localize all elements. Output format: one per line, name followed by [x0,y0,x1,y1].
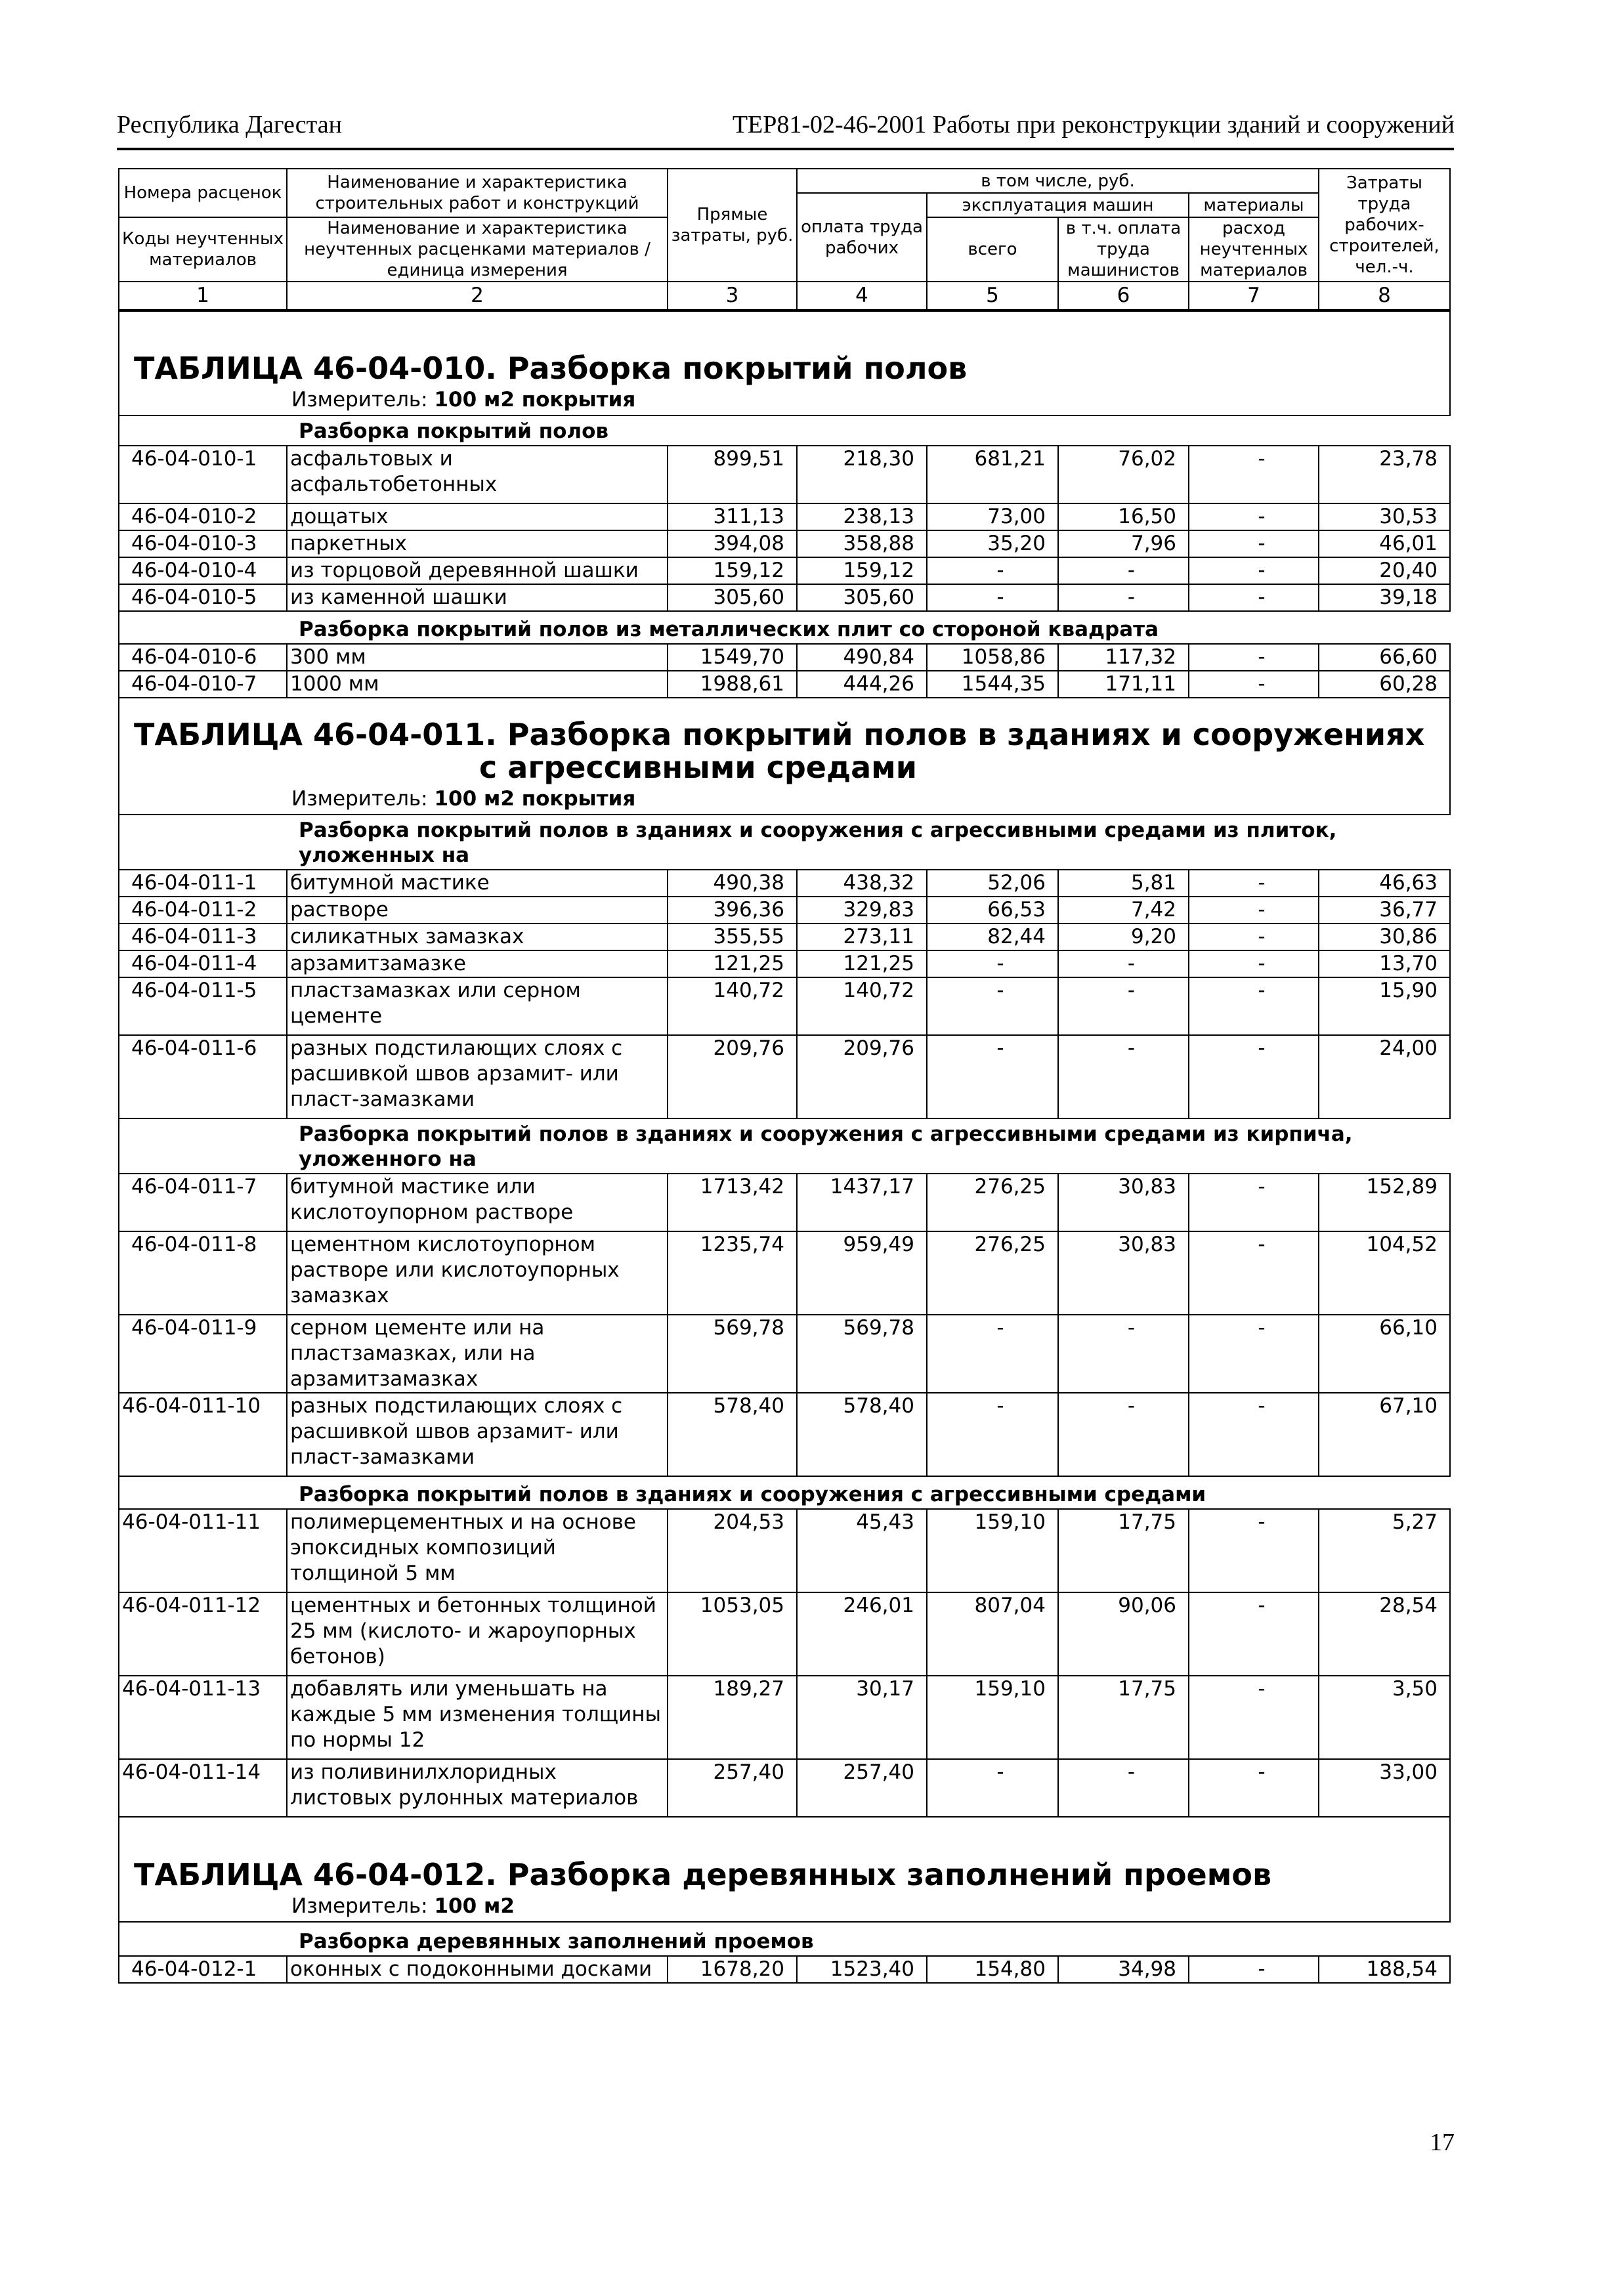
direct-costs: 1713,42 [668,1174,797,1231]
work-name: арзамитзамазке [287,950,668,977]
section-spacer [119,1476,287,1509]
machine-total: - [927,557,1058,584]
measure-value: 100 м2 покрытия [434,787,636,811]
work-name: разных подстилающих слоях с расшивкой швов арзамит- или пласт-замазками [287,1393,668,1476]
direct-costs: 578,40 [668,1393,797,1476]
material-usage: - [1189,644,1319,671]
operator-pay: 7,96 [1058,530,1189,557]
material-usage: - [1189,446,1319,503]
section-row [119,611,1450,644]
section-row [119,1476,1450,1509]
table-code: 46-04-011. [313,717,497,752]
rate-code: 46-04-011-1 [119,870,287,897]
worker-pay: 159,12 [797,557,927,584]
machine-total: 154,80 [927,1956,1058,1983]
direct-costs: 257,40 [668,1759,797,1817]
col-number: 6 [1058,282,1189,310]
work-name: оконных с подоконными досками [287,1956,668,1983]
machine-total: 681,21 [927,446,1058,503]
machine-total: - [927,950,1058,977]
operator-pay: - [1058,1315,1189,1393]
machine-total: - [927,1035,1058,1118]
col-header-operator-pay: в т.ч. оплата труда машинистов [1058,217,1189,282]
col-header-labor-hours: Затраты труда рабочих-строителей, чел.-ч. [1319,169,1450,282]
worker-pay: 209,76 [797,1035,927,1118]
table-row [119,1174,1450,1231]
material-usage: - [1189,897,1319,924]
table-row [119,1956,1450,1983]
worker-pay: 329,83 [797,897,927,924]
rate-code: 46-04-011-14 [119,1759,287,1817]
machine-total: - [927,977,1058,1035]
machine-total: - [927,584,1058,611]
measure-label: Измеритель: [291,787,428,811]
section-row [119,1922,1450,1956]
operator-pay: - [1058,584,1189,611]
direct-costs: 140,72 [668,977,797,1035]
rate-code: 46-04-010-1 [119,446,287,503]
worker-pay: 238,13 [797,503,927,530]
direct-costs: 569,78 [668,1315,797,1393]
material-usage: - [1189,1956,1319,1983]
worker-pay: 1523,40 [797,1956,927,1983]
table-row [119,1393,1450,1476]
work-name: добавлять или уменьшать на каждые 5 мм изменения толщины по нормы 12 [287,1676,668,1759]
col-header-work-name: Наименование и характеристика строительных работ и конструкций [287,169,668,217]
material-usage: - [1189,1315,1319,1393]
operator-pay: 90,06 [1058,1592,1189,1676]
operator-pay: - [1058,950,1189,977]
operator-pay: 17,75 [1058,1676,1189,1759]
labor-hours: 5,27 [1319,1509,1450,1592]
rate-code: 46-04-011-7 [119,1174,287,1231]
table-row [119,1035,1450,1118]
table-title-row [119,698,1450,815]
direct-costs: 311,13 [668,503,797,530]
col-header-material-usage: расход неучтенных материалов [1189,217,1319,282]
material-usage: - [1189,950,1319,977]
col-number: 5 [927,282,1058,310]
operator-pay: 7,42 [1058,897,1189,924]
table-row [119,644,1450,671]
section-spacer [119,415,287,446]
rate-code: 46-04-011-3 [119,924,287,950]
material-usage: - [1189,977,1319,1035]
operator-pay: - [1058,1035,1189,1118]
operator-pay: 34,98 [1058,1956,1189,1983]
table-row [119,950,1450,977]
work-name: пластзамазках или серном цементе [287,977,668,1035]
rate-code: 46-04-011-6 [119,1035,287,1118]
work-name: из торцовой деревянной шашки [287,557,668,584]
table-title-cell [119,698,1450,815]
worker-pay: 959,49 [797,1231,927,1315]
labor-hours: 46,63 [1319,870,1450,897]
material-usage: - [1189,1035,1319,1118]
col-number: 2 [287,282,668,310]
rate-code: 46-04-010-6 [119,644,287,671]
section-title: Разборка деревянных заполнений проемов [287,1922,1450,1956]
worker-pay: 246,01 [797,1592,927,1676]
direct-costs: 121,25 [668,950,797,977]
worker-pay: 1437,17 [797,1174,927,1231]
section-title: Разборка покрытий полов в зданиях и сооружения с агрессивными средами [287,1476,1450,1509]
work-name: дощатых [287,503,668,530]
rate-code: 46-04-010-5 [119,584,287,611]
worker-pay: 578,40 [797,1393,927,1476]
table-name: Разборка покрытий полов [507,351,968,386]
col-header-including: в том числе, руб. [797,169,1319,193]
direct-costs: 1549,70 [668,644,797,671]
worker-pay: 273,11 [797,924,927,950]
material-usage: - [1189,530,1319,557]
labor-hours: 152,89 [1319,1174,1450,1231]
machine-total: - [927,1759,1058,1817]
operator-pay: 117,32 [1058,644,1189,671]
labor-hours: 36,77 [1319,897,1450,924]
table-label: ТАБЛИЦА [134,717,303,752]
direct-costs: 355,55 [668,924,797,950]
rate-code: 46-04-011-8 [119,1231,287,1315]
worker-pay: 140,72 [797,977,927,1035]
table-title [119,352,1449,385]
table-title [119,1858,1449,1891]
material-usage: - [1189,1231,1319,1315]
labor-hours: 67,10 [1319,1393,1450,1476]
worker-pay: 218,30 [797,446,927,503]
section-spacer [119,1922,287,1956]
table-row [119,503,1450,530]
rate-code: 46-04-010-2 [119,503,287,530]
operator-pay: - [1058,557,1189,584]
rate-code: 46-04-011-2 [119,897,287,924]
worker-pay: 358,88 [797,530,927,557]
rate-code: 46-04-010-3 [119,530,287,557]
region-header: Республика Дагестан [117,111,342,138]
direct-costs: 1235,74 [668,1231,797,1315]
material-usage: - [1189,1174,1319,1231]
table-title-cell [119,1817,1450,1922]
direct-costs: 899,51 [668,446,797,503]
worker-pay: 30,17 [797,1676,927,1759]
rate-code: 46-04-011-4 [119,950,287,977]
work-name: цементных и бетонных толщиной 25 мм (кислото- и жароупорных бетонов) [287,1592,668,1676]
table-measure [119,385,1449,415]
document-header: ТЕР81-02-46-2001 Работы при реконструкции зданий и сооружений [732,111,1455,138]
direct-costs: 189,27 [668,1676,797,1759]
machine-total: 82,44 [927,924,1058,950]
machine-total: 1058,86 [927,644,1058,671]
table-row [119,446,1450,503]
section-title: Разборка покрытий полов [287,415,1450,446]
rates-table [118,168,1451,1984]
page-number: 17 [1430,2129,1455,2156]
machine-total: 52,06 [927,870,1058,897]
table-row [119,1509,1450,1592]
section-title: Разборка покрытий полов в зданиях и сооружения с агрессивными средами из плиток, уложенных на [287,815,1450,870]
rate-code: 46-04-011-12 [119,1592,287,1676]
labor-hours: 20,40 [1319,557,1450,584]
labor-hours: 24,00 [1319,1035,1450,1118]
labor-hours: 23,78 [1319,446,1450,503]
measure-value: 100 м2 покрытия [434,388,636,412]
rate-code: 46-04-011-5 [119,977,287,1035]
work-name: полимерцементных и на основе эпоксидных композиций толщиной 5 мм [287,1509,668,1592]
machine-total: 807,04 [927,1592,1058,1676]
labor-hours: 188,54 [1319,1956,1450,1983]
labor-hours: 39,18 [1319,584,1450,611]
measure-value: 100 м2 [434,1894,515,1918]
labor-hours: 33,00 [1319,1759,1450,1817]
worker-pay: 45,43 [797,1509,927,1592]
rate-code: 46-04-011-11 [119,1509,287,1592]
worker-pay: 438,32 [797,870,927,897]
labor-hours: 46,01 [1319,530,1450,557]
table-title-cell [119,310,1450,415]
rate-code: 46-04-011-9 [119,1315,287,1393]
machine-total: 66,53 [927,897,1058,924]
table-title [119,718,1449,751]
table-title-row [119,310,1450,415]
worker-pay: 305,60 [797,584,927,611]
material-usage: - [1189,870,1319,897]
worker-pay: 257,40 [797,1759,927,1817]
table-row [119,1676,1450,1759]
work-name: из поливинилхлоридных листовых рулонных материалов [287,1759,668,1817]
machine-total: - [927,1393,1058,1476]
table-row [119,1592,1450,1676]
material-usage: - [1189,671,1319,698]
operator-pay: 171,11 [1058,671,1189,698]
direct-costs: 1053,05 [668,1592,797,1676]
worker-pay: 490,84 [797,644,927,671]
work-name: 1000 мм [287,671,668,698]
work-name: силикатных замазках [287,924,668,950]
material-usage: - [1189,1509,1319,1592]
work-name: битумной мастике или кислотоупорном растворе [287,1174,668,1231]
direct-costs: 305,60 [668,584,797,611]
direct-costs: 1988,61 [668,671,797,698]
operator-pay: 17,75 [1058,1509,1189,1592]
section-title: Разборка покрытий полов из металлических плит со стороной квадрата [287,611,1450,644]
header-rule [117,148,1454,150]
direct-costs: 394,08 [668,530,797,557]
section-title: Разборка покрытий полов в зданиях и сооружения с агрессивными средами из кирпича, уложенного на [287,1118,1450,1174]
rate-code: 46-04-011-10 [119,1393,287,1476]
machine-total: 276,25 [927,1231,1058,1315]
direct-costs: 209,76 [668,1035,797,1118]
material-usage: - [1189,1592,1319,1676]
operator-pay: 30,83 [1058,1174,1189,1231]
operator-pay: 5,81 [1058,870,1189,897]
table-measure [119,1891,1449,1921]
labor-hours: 13,70 [1319,950,1450,977]
labor-hours: 15,90 [1319,977,1450,1035]
col-header-worker-pay: оплата труда рабочих [797,193,927,282]
operator-pay: - [1058,1759,1189,1817]
rate-code: 46-04-010-7 [119,671,287,698]
labor-hours: 3,50 [1319,1676,1450,1759]
direct-costs: 159,12 [668,557,797,584]
material-usage: - [1189,1759,1319,1817]
labor-hours: 60,28 [1319,671,1450,698]
table-row [119,1315,1450,1393]
operator-pay: 16,50 [1058,503,1189,530]
col-header-unaccounted-materials: Наименование и характеристика неучтенных расценками материалов / единица измерения [287,217,668,282]
direct-costs: 1678,20 [668,1956,797,1983]
labor-hours: 66,10 [1319,1315,1450,1393]
labor-hours: 104,52 [1319,1231,1450,1315]
table-label: ТАБЛИЦА [134,351,303,386]
machine-total: 1544,35 [927,671,1058,698]
table-name-continued: с агрессивными средами [479,750,917,785]
machine-total: 159,10 [927,1676,1058,1759]
labor-hours: 28,54 [1319,1592,1450,1676]
col-header-materials: материалы [1189,193,1319,217]
operator-pay: - [1058,1393,1189,1476]
work-name: растворе [287,897,668,924]
section-spacer [119,611,287,644]
machine-total: - [927,1315,1058,1393]
machine-total: 35,20 [927,530,1058,557]
col-number: 3 [668,282,797,310]
col-header-direct-costs: Прямые затраты, руб. [668,169,797,282]
material-usage: - [1189,557,1319,584]
direct-costs: 396,36 [668,897,797,924]
rate-code: 46-04-012-1 [119,1956,287,1983]
rate-code: 46-04-011-13 [119,1676,287,1759]
material-usage: - [1189,503,1319,530]
table-row [119,897,1450,924]
table-row [119,977,1450,1035]
work-name: паркетных [287,530,668,557]
machine-total: 276,25 [927,1174,1058,1231]
table-row [119,530,1450,557]
col-number: 4 [797,282,927,310]
table-row [119,1231,1450,1315]
col-header-rate-numbers: Номера расценок [119,169,287,217]
table-row [119,870,1450,897]
work-name: 300 мм [287,644,668,671]
operator-pay: - [1058,977,1189,1035]
table-measure [119,784,1449,814]
measure-label: Измеритель: [291,1894,428,1918]
col-header-codes: Коды неучтенных материалов [119,217,287,282]
table-row [119,557,1450,584]
material-usage: - [1189,584,1319,611]
operator-pay: 30,83 [1058,1231,1189,1315]
material-usage: - [1189,1676,1319,1759]
work-name: битумной мастике [287,870,668,897]
work-name: из каменной шашки [287,584,668,611]
worker-pay: 121,25 [797,950,927,977]
table-title-row [119,1817,1450,1922]
section-spacer [119,1118,287,1174]
table-code: 46-04-012. [313,1857,497,1892]
direct-costs: 490,38 [668,870,797,897]
work-name: цементном кислотоупорном растворе или кислотоупорных замазках [287,1231,668,1315]
col-header-machine-use: эксплуатация машин [927,193,1189,217]
labor-hours: 30,53 [1319,503,1450,530]
work-name: разных подстилающих слоях с расшивкой швов арзамит- или пласт-замазками [287,1035,668,1118]
table-row [119,1759,1450,1817]
machine-total: 73,00 [927,503,1058,530]
material-usage: - [1189,924,1319,950]
table-label: ТАБЛИЦА [134,1857,303,1892]
operator-pay: 9,20 [1058,924,1189,950]
table-row [119,924,1450,950]
work-name: серном цементе или на пластзамазках, или на арзамитзамазках [287,1315,668,1393]
col-number: 1 [119,282,287,310]
material-usage: - [1189,1393,1319,1476]
work-name: асфальтовых и асфальтобетонных [287,446,668,503]
col-header-machine-total: всего [927,217,1058,282]
labor-hours: 30,86 [1319,924,1450,950]
rate-code: 46-04-010-4 [119,557,287,584]
table-row [119,671,1450,698]
worker-pay: 444,26 [797,671,927,698]
operator-pay: 76,02 [1058,446,1189,503]
table-name: Разборка покрытий полов в зданиях и сооружениях [507,717,1425,752]
table-code: 46-04-010. [313,351,497,386]
section-row [119,815,1450,870]
machine-total: 159,10 [927,1509,1058,1592]
section-row [119,1118,1450,1174]
table-name: Разборка деревянных заполнений проемов [507,1857,1272,1892]
measure-label: Измеритель: [291,388,428,412]
direct-costs: 204,53 [668,1509,797,1592]
section-spacer [119,815,287,870]
col-number: 7 [1189,282,1319,310]
worker-pay: 569,78 [797,1315,927,1393]
table-row [119,584,1450,611]
labor-hours: 66,60 [1319,644,1450,671]
col-number: 8 [1319,282,1450,310]
section-row [119,415,1450,446]
